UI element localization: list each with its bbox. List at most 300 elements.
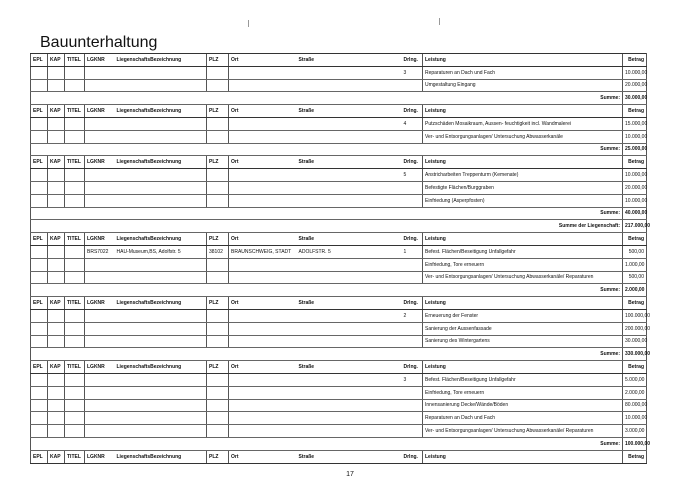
cell-ort [229,79,297,92]
cell-leistung: Reparaturen an Dach und Fach [423,412,623,425]
cell-betrag: 100.000,00 [623,309,647,322]
column-header: LiegenschaftsBezeichnung [115,233,207,246]
column-header: Ort [229,156,297,169]
table-row [31,169,647,182]
table-row [31,322,647,335]
column-header: LiegenschaftsBezeichnung [115,105,207,118]
cell-leistung: Anstricharbeiten Treppenturm (Kemenate) [423,169,623,182]
cell-kap [48,245,65,258]
column-header: Straße [297,450,402,463]
cell-lgknr [85,271,115,284]
cell-plz [207,117,229,130]
page-title: Bauunterhaltung [40,34,158,51]
cell-bezeichnung [115,322,207,335]
column-header: Straße [297,297,402,310]
cell-betrag: 10.000,00 [623,66,647,79]
cell-epl [31,66,48,79]
column-header: Drlng. [402,54,423,67]
column-header: Betrag [623,105,647,118]
cell-bezeichnung [115,181,207,194]
cell-lgknr [85,412,115,425]
column-header: Straße [297,233,402,246]
cell-lgknr [85,335,115,348]
table-row [31,181,647,194]
summe-label: Summe: [31,207,623,220]
summe-label: Summe: [31,143,623,156]
column-header: KAP [48,450,65,463]
cell-epl [31,130,48,143]
cell-strasse [297,117,402,130]
cell-plz [207,412,229,425]
cell-plz [207,425,229,438]
cell-lgknr [85,258,115,271]
column-header: TITEL [65,233,85,246]
cell-drlng [402,79,423,92]
cell-lgknr [85,386,115,399]
cell-bezeichnung [115,258,207,271]
scan-mark [439,18,440,25]
column-header: Straße [297,361,402,374]
cell-drlng: 1 [402,245,423,258]
cell-lgknr: BRS7022 [85,245,115,258]
cell-kap [48,412,65,425]
cell-betrag: 500,00 [623,245,647,258]
cell-bezeichnung [115,425,207,438]
cell-kap [48,322,65,335]
column-header: LGKNR [85,105,115,118]
cell-leistung: Einfriedung, Tore erneuern [423,386,623,399]
summe-label: Summe: [31,348,623,361]
summe-row [31,92,647,105]
cell-lgknr [85,66,115,79]
cell-plz [207,399,229,412]
cell-lgknr [85,309,115,322]
header-row [31,54,647,67]
cell-drlng [402,194,423,207]
cell-betrag: 15.000,00 [623,117,647,130]
cell-titel [65,79,85,92]
cell-ort [229,66,297,79]
cell-ort [229,322,297,335]
cell-titel [65,130,85,143]
column-header: LGKNR [85,450,115,463]
cell-betrag: 80.000,00 [623,399,647,412]
column-header: Leistung [423,105,623,118]
cell-ort [229,181,297,194]
column-header: LiegenschaftsBezeichnung [115,361,207,374]
cell-bezeichnung [115,412,207,425]
cell-plz [207,194,229,207]
cell-lgknr [85,181,115,194]
cell-epl [31,335,48,348]
column-header: TITEL [65,105,85,118]
column-header: EPL [31,233,48,246]
cell-kap [48,335,65,348]
cell-strasse [297,322,402,335]
cell-drlng: 3 [402,373,423,386]
column-header: Betrag [623,361,647,374]
cell-strasse [297,194,402,207]
column-header: PLZ [207,361,229,374]
column-header: Betrag [623,450,647,463]
cell-betrag: 10.000,00 [623,412,647,425]
cell-lgknr [85,425,115,438]
column-header: Drlng. [402,105,423,118]
summe-row [31,207,647,220]
cell-drlng [402,130,423,143]
cell-epl [31,309,48,322]
column-header: Drlng. [402,233,423,246]
column-header: Ort [229,105,297,118]
cell-plz [207,79,229,92]
cell-kap [48,399,65,412]
table-row [31,386,647,399]
column-header: KAP [48,156,65,169]
column-header: LGKNR [85,297,115,310]
cell-titel [65,245,85,258]
cell-betrag: 500,00 [623,271,647,284]
cell-leistung: Umgestaltung Eingang [423,79,623,92]
column-header: KAP [48,105,65,118]
summe-row [31,143,647,156]
cell-kap [48,194,65,207]
cell-lgknr [85,130,115,143]
column-header: Betrag [623,297,647,310]
summe-row [31,284,647,297]
cell-epl [31,271,48,284]
header-row [31,450,647,463]
cell-titel [65,258,85,271]
cell-betrag: 20.000,00 [623,181,647,194]
cell-drlng [402,335,423,348]
cell-titel [65,169,85,182]
cell-strasse [297,66,402,79]
cell-kap [48,386,65,399]
column-header: Drlng. [402,361,423,374]
header-row [31,361,647,374]
column-header: Ort [229,54,297,67]
cell-leistung: Einfriedung, Tore erneuern [423,258,623,271]
cell-plz [207,169,229,182]
column-header: KAP [48,54,65,67]
cell-kap [48,425,65,438]
cell-bezeichnung [115,194,207,207]
table-row [31,66,647,79]
cell-bezeichnung [115,373,207,386]
column-header: Drlng. [402,156,423,169]
cell-betrag: 3.000,00 [623,425,647,438]
cell-titel [65,271,85,284]
cell-strasse [297,181,402,194]
table-row [31,194,647,207]
table-row [31,335,647,348]
cell-plz [207,322,229,335]
summe-label: Summe: [31,92,623,105]
cell-strasse [297,386,402,399]
table-row [31,130,647,143]
cell-lgknr [85,117,115,130]
cell-bezeichnung [115,169,207,182]
column-header: LGKNR [85,156,115,169]
summe-value: 25.000,00 [623,143,647,156]
cell-drlng [402,399,423,412]
column-header: LGKNR [85,361,115,374]
cell-ort [229,412,297,425]
cell-epl [31,425,48,438]
column-header: Betrag [623,54,647,67]
cell-ort [229,258,297,271]
column-header: TITEL [65,450,85,463]
cell-drlng [402,258,423,271]
cell-kap [48,373,65,386]
column-header: Betrag [623,156,647,169]
summe-label: Summe: [31,284,623,297]
cell-epl [31,181,48,194]
cell-strasse [297,373,402,386]
cell-bezeichnung [115,335,207,348]
cell-kap [48,66,65,79]
summe-value: 40.000,00 [623,207,647,220]
cell-leistung: Sanierung des Wintergartens [423,335,623,348]
table-row [31,117,647,130]
header-row [31,156,647,169]
cell-titel [65,181,85,194]
table-row [31,245,647,258]
liegenschaft-summe-row [31,220,647,233]
cell-betrag: 20.000,00 [623,79,647,92]
cell-betrag: 1.000,00 [623,258,647,271]
cell-bezeichnung [115,399,207,412]
cell-drlng [402,412,423,425]
column-header: Drlng. [402,450,423,463]
cell-lgknr [85,322,115,335]
cell-lgknr [85,373,115,386]
cell-strasse [297,258,402,271]
cell-ort [229,194,297,207]
cell-betrag: 10.000,00 [623,169,647,182]
cell-leistung: Befest. Flächen/Beseitigung Unfallgefahr [423,245,623,258]
column-header: PLZ [207,156,229,169]
cell-bezeichnung [115,66,207,79]
cell-drlng [402,181,423,194]
cell-kap [48,79,65,92]
cell-betrag: 10.000,00 [623,130,647,143]
cell-plz [207,271,229,284]
table-row [31,309,647,322]
cell-leistung: Reparaturen an Dach und Fach [423,66,623,79]
cell-strasse [297,130,402,143]
column-header: LiegenschaftsBezeichnung [115,54,207,67]
summe-value: 30.000,00 [623,92,647,105]
cell-leistung: Ver- und Entsorgungsanlagen/ Untersuchung Abwasserkanäle/ Reparaturen [423,425,623,438]
column-header: EPL [31,156,48,169]
table-row [31,79,647,92]
page-number: 17 [346,471,354,478]
column-header: PLZ [207,297,229,310]
cell-betrag: 10.000,00 [623,194,647,207]
cell-ort: BRAUNSCHWEIG, STADT [229,245,297,258]
cell-ort [229,386,297,399]
cell-epl [31,194,48,207]
cell-strasse [297,79,402,92]
cell-drlng: 2 [402,309,423,322]
cell-kap [48,117,65,130]
column-header: Straße [297,105,402,118]
summe-value: 2.000,00 [623,284,647,297]
cell-kap [48,271,65,284]
cell-kap [48,258,65,271]
cell-betrag: 5.000,00 [623,373,647,386]
cell-drlng: 4 [402,117,423,130]
cell-bezeichnung [115,130,207,143]
cell-lgknr [85,194,115,207]
cell-plz [207,309,229,322]
cell-titel [65,322,85,335]
cell-drlng [402,425,423,438]
cell-titel [65,309,85,322]
table-row [31,425,647,438]
column-header: TITEL [65,54,85,67]
cell-titel [65,399,85,412]
cell-epl [31,117,48,130]
column-header: TITEL [65,156,85,169]
cell-bezeichnung [115,79,207,92]
cell-epl [31,322,48,335]
cell-plz [207,335,229,348]
column-header: Ort [229,450,297,463]
cell-titel [65,373,85,386]
column-header: EPL [31,450,48,463]
column-header: Betrag [623,233,647,246]
cell-bezeichnung [115,271,207,284]
cell-leistung: Erneuerung der Fenster [423,309,623,322]
cell-leistung: Einfriedung (Asperpfosten) [423,194,623,207]
cell-ort [229,335,297,348]
cell-plz [207,130,229,143]
column-header: LGKNR [85,233,115,246]
header-row [31,105,647,118]
cell-titel [65,412,85,425]
cell-lgknr [85,169,115,182]
cell-titel [65,425,85,438]
cell-leistung: Ver- und Entsorgungsanlagen/ Untersuchung Abwasserkanäle [423,130,623,143]
cell-plz [207,66,229,79]
cell-strasse [297,399,402,412]
summe-row [31,348,647,361]
cell-plz [207,181,229,194]
cell-plz [207,258,229,271]
scan-mark [248,20,249,27]
cell-leistung: Ver- und Entsorgungsanlagen/ Untersuchung Abwasserkanäle/ Reparaturen [423,271,623,284]
cell-strasse [297,425,402,438]
cell-strasse [297,335,402,348]
cell-ort [229,309,297,322]
column-header: PLZ [207,233,229,246]
column-header: EPL [31,105,48,118]
cell-epl [31,79,48,92]
cell-ort [229,271,297,284]
cell-ort [229,399,297,412]
cell-ort [229,169,297,182]
cell-leistung: Befest. Flächen/Beseitigung Unfallgefahr [423,373,623,386]
cell-epl [31,386,48,399]
column-header: Leistung [423,54,623,67]
column-header: EPL [31,297,48,310]
cell-betrag: 2.000,00 [623,386,647,399]
column-header: PLZ [207,105,229,118]
column-header: LiegenschaftsBezeichnung [115,297,207,310]
column-header: Leistung [423,156,623,169]
cell-kap [48,309,65,322]
column-header: Leistung [423,297,623,310]
cell-epl [31,169,48,182]
liegenschaft-summe-label: Summe der Liegenschaft: [31,220,623,233]
cell-strasse [297,309,402,322]
cell-plz [207,373,229,386]
cell-betrag: 30.000,00 [623,335,647,348]
cell-strasse [297,169,402,182]
budget-table [30,53,651,464]
cell-drlng: 5 [402,169,423,182]
cell-leistung: Sanierung der Aussenfassade [423,322,623,335]
cell-ort [229,425,297,438]
column-header: PLZ [207,54,229,67]
cell-epl [31,245,48,258]
summe-row [31,437,647,450]
table-row [31,412,647,425]
cell-epl [31,412,48,425]
column-header: EPL [31,361,48,374]
column-header: Leistung [423,233,623,246]
column-header: EPL [31,54,48,67]
column-header: Leistung [423,450,623,463]
column-header: Leistung [423,361,623,374]
cell-strasse: ADOLFSTR. 5 [297,245,402,258]
cell-bezeichnung [115,309,207,322]
cell-drlng [402,386,423,399]
cell-bezeichnung: HAU-Museum,BS, Adolfstr. 5 [115,245,207,258]
cell-titel [65,386,85,399]
cell-leistung: Innensanierung Decke/Wände/Böden [423,399,623,412]
cell-betrag: 200.000,00 [623,322,647,335]
column-header: KAP [48,297,65,310]
column-header: Ort [229,297,297,310]
cell-plz: 38102 [207,245,229,258]
cell-drlng: 3 [402,66,423,79]
summe-value: 330.000,00 [623,348,647,361]
cell-ort [229,130,297,143]
table-row [31,399,647,412]
column-header: Drlng. [402,297,423,310]
column-header: KAP [48,361,65,374]
cell-drlng [402,322,423,335]
cell-ort [229,117,297,130]
column-header: Ort [229,361,297,374]
cell-kap [48,169,65,182]
column-header: TITEL [65,361,85,374]
column-header: LiegenschaftsBezeichnung [115,156,207,169]
liegenschaft-summe-value: 217.000,00 [623,220,647,233]
column-header: Ort [229,233,297,246]
cell-strasse [297,271,402,284]
column-header: PLZ [207,450,229,463]
cell-ort [229,373,297,386]
cell-epl [31,399,48,412]
cell-epl [31,373,48,386]
cell-kap [48,181,65,194]
cell-leistung: Befestigte Flächen/Burggraben [423,181,623,194]
cell-lgknr [85,399,115,412]
